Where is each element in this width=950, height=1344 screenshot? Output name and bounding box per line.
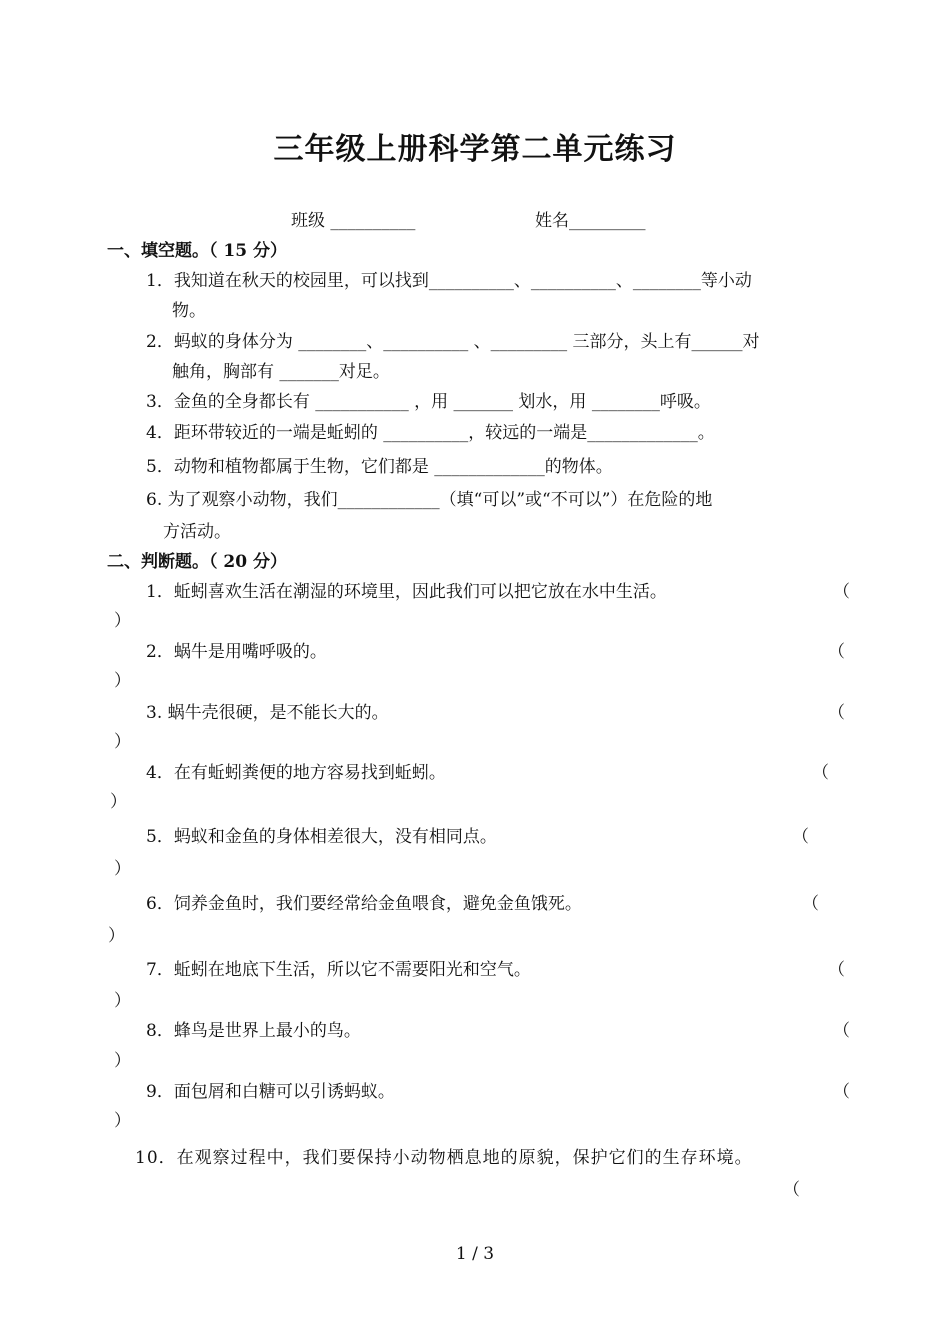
page-title: 三年级上册科学第二单元练习: [273, 132, 677, 167]
judge-q9: 9．面包屑和白糖可以引诱蚂蚁。: [146, 1082, 395, 1102]
judge-q1: 1．蚯蚓喜欢生活在潮湿的环境里，因此我们可以把它放在水中生活。: [146, 582, 667, 602]
fill-q2-line2: 触角，胸部有 _______对足。: [172, 362, 390, 382]
judge-q6: 6．饲养金鱼时，我们要经常给金鱼喂食，避免金鱼饿死。: [146, 894, 582, 914]
judge-q1-answer-close: ）: [114, 611, 131, 631]
judge-q10: 10．在观察过程中，我们要保持小动物栖息地的原貌，保护它们的生存环境。: [135, 1148, 753, 1168]
judge-q1-answer-open[interactable]: （: [833, 582, 850, 602]
fill-q1-line1: 1．我知道在秋天的校园里，可以找到__________、__________、________等小动: [146, 271, 752, 291]
judge-q5: 5．蚂蚁和金鱼的身体相差很大，没有相同点。: [146, 827, 497, 847]
judge-q6-answer-close: ）: [108, 926, 125, 946]
fill-q2-line1: 2．蚂蚁的身体分为 ________、__________ 、_________ 三部分，头上有______对: [146, 332, 760, 352]
fill-q1-line2: 物。: [172, 301, 206, 321]
page-number: 1 / 3: [455, 1244, 495, 1264]
section2-heading: 二、判断题。（ 20 分）: [107, 552, 287, 572]
judge-q8: 8．蜂鸟是世界上最小的鸟。: [146, 1021, 361, 1041]
section1-heading: 一、填空题。（ 15 分）: [107, 241, 287, 261]
judge-q3-answer-open[interactable]: （: [828, 703, 845, 723]
fill-q6-line1: 6. 为了观察小动物，我们____________（填“可以”或“不可以”）在危险的地: [146, 490, 713, 510]
fill-q4: 4．距环带较近的一端是蚯蚓的 __________，较远的一端是_____________。: [146, 423, 715, 443]
judge-q7-answer-close: ）: [114, 991, 131, 1011]
judge-q8-answer-close: ）: [114, 1051, 131, 1071]
fill-q6-line2: 方活动。: [163, 522, 231, 542]
judge-q2-answer-close: ）: [114, 671, 131, 691]
judge-q8-answer-open[interactable]: （: [833, 1021, 850, 1041]
judge-q4-answer-close: ）: [110, 792, 127, 812]
judge-q2: 2．蜗牛是用嘴呼吸的。: [146, 642, 327, 662]
class-field-label: 班级 __________: [291, 211, 416, 231]
fill-q3: 3．金鱼的全身都长有 ___________ ，用 _______ 划水，用 ________呼吸。: [146, 392, 711, 412]
judge-q3-answer-close: ）: [114, 732, 131, 752]
judge-q4-answer-open[interactable]: （: [812, 763, 829, 783]
judge-q3: 3. 蜗牛壳很硬，是不能长大的。: [146, 703, 389, 723]
judge-q6-answer-open[interactable]: （: [802, 894, 819, 914]
fill-q5: 5．动物和植物都属于生物，它们都是 _____________的物体。: [146, 457, 613, 477]
judge-q9-answer-close: ）: [114, 1111, 131, 1131]
judge-q7-answer-open[interactable]: （: [828, 960, 845, 980]
judge-q10-answer-open[interactable]: （: [783, 1180, 800, 1200]
judge-q7: 7．蚯蚓在地底下生活，所以它不需要阳光和空气。: [146, 960, 531, 980]
judge-q9-answer-open[interactable]: （: [833, 1082, 850, 1102]
judge-q5-answer-close: ）: [114, 859, 131, 879]
judge-q4: 4．在有蚯蚓粪便的地方容易找到蚯蚓。: [146, 763, 446, 783]
name-field-label: 姓名_________: [535, 211, 646, 231]
judge-q5-answer-open[interactable]: （: [792, 827, 809, 847]
judge-q2-answer-open[interactable]: （: [828, 642, 845, 662]
